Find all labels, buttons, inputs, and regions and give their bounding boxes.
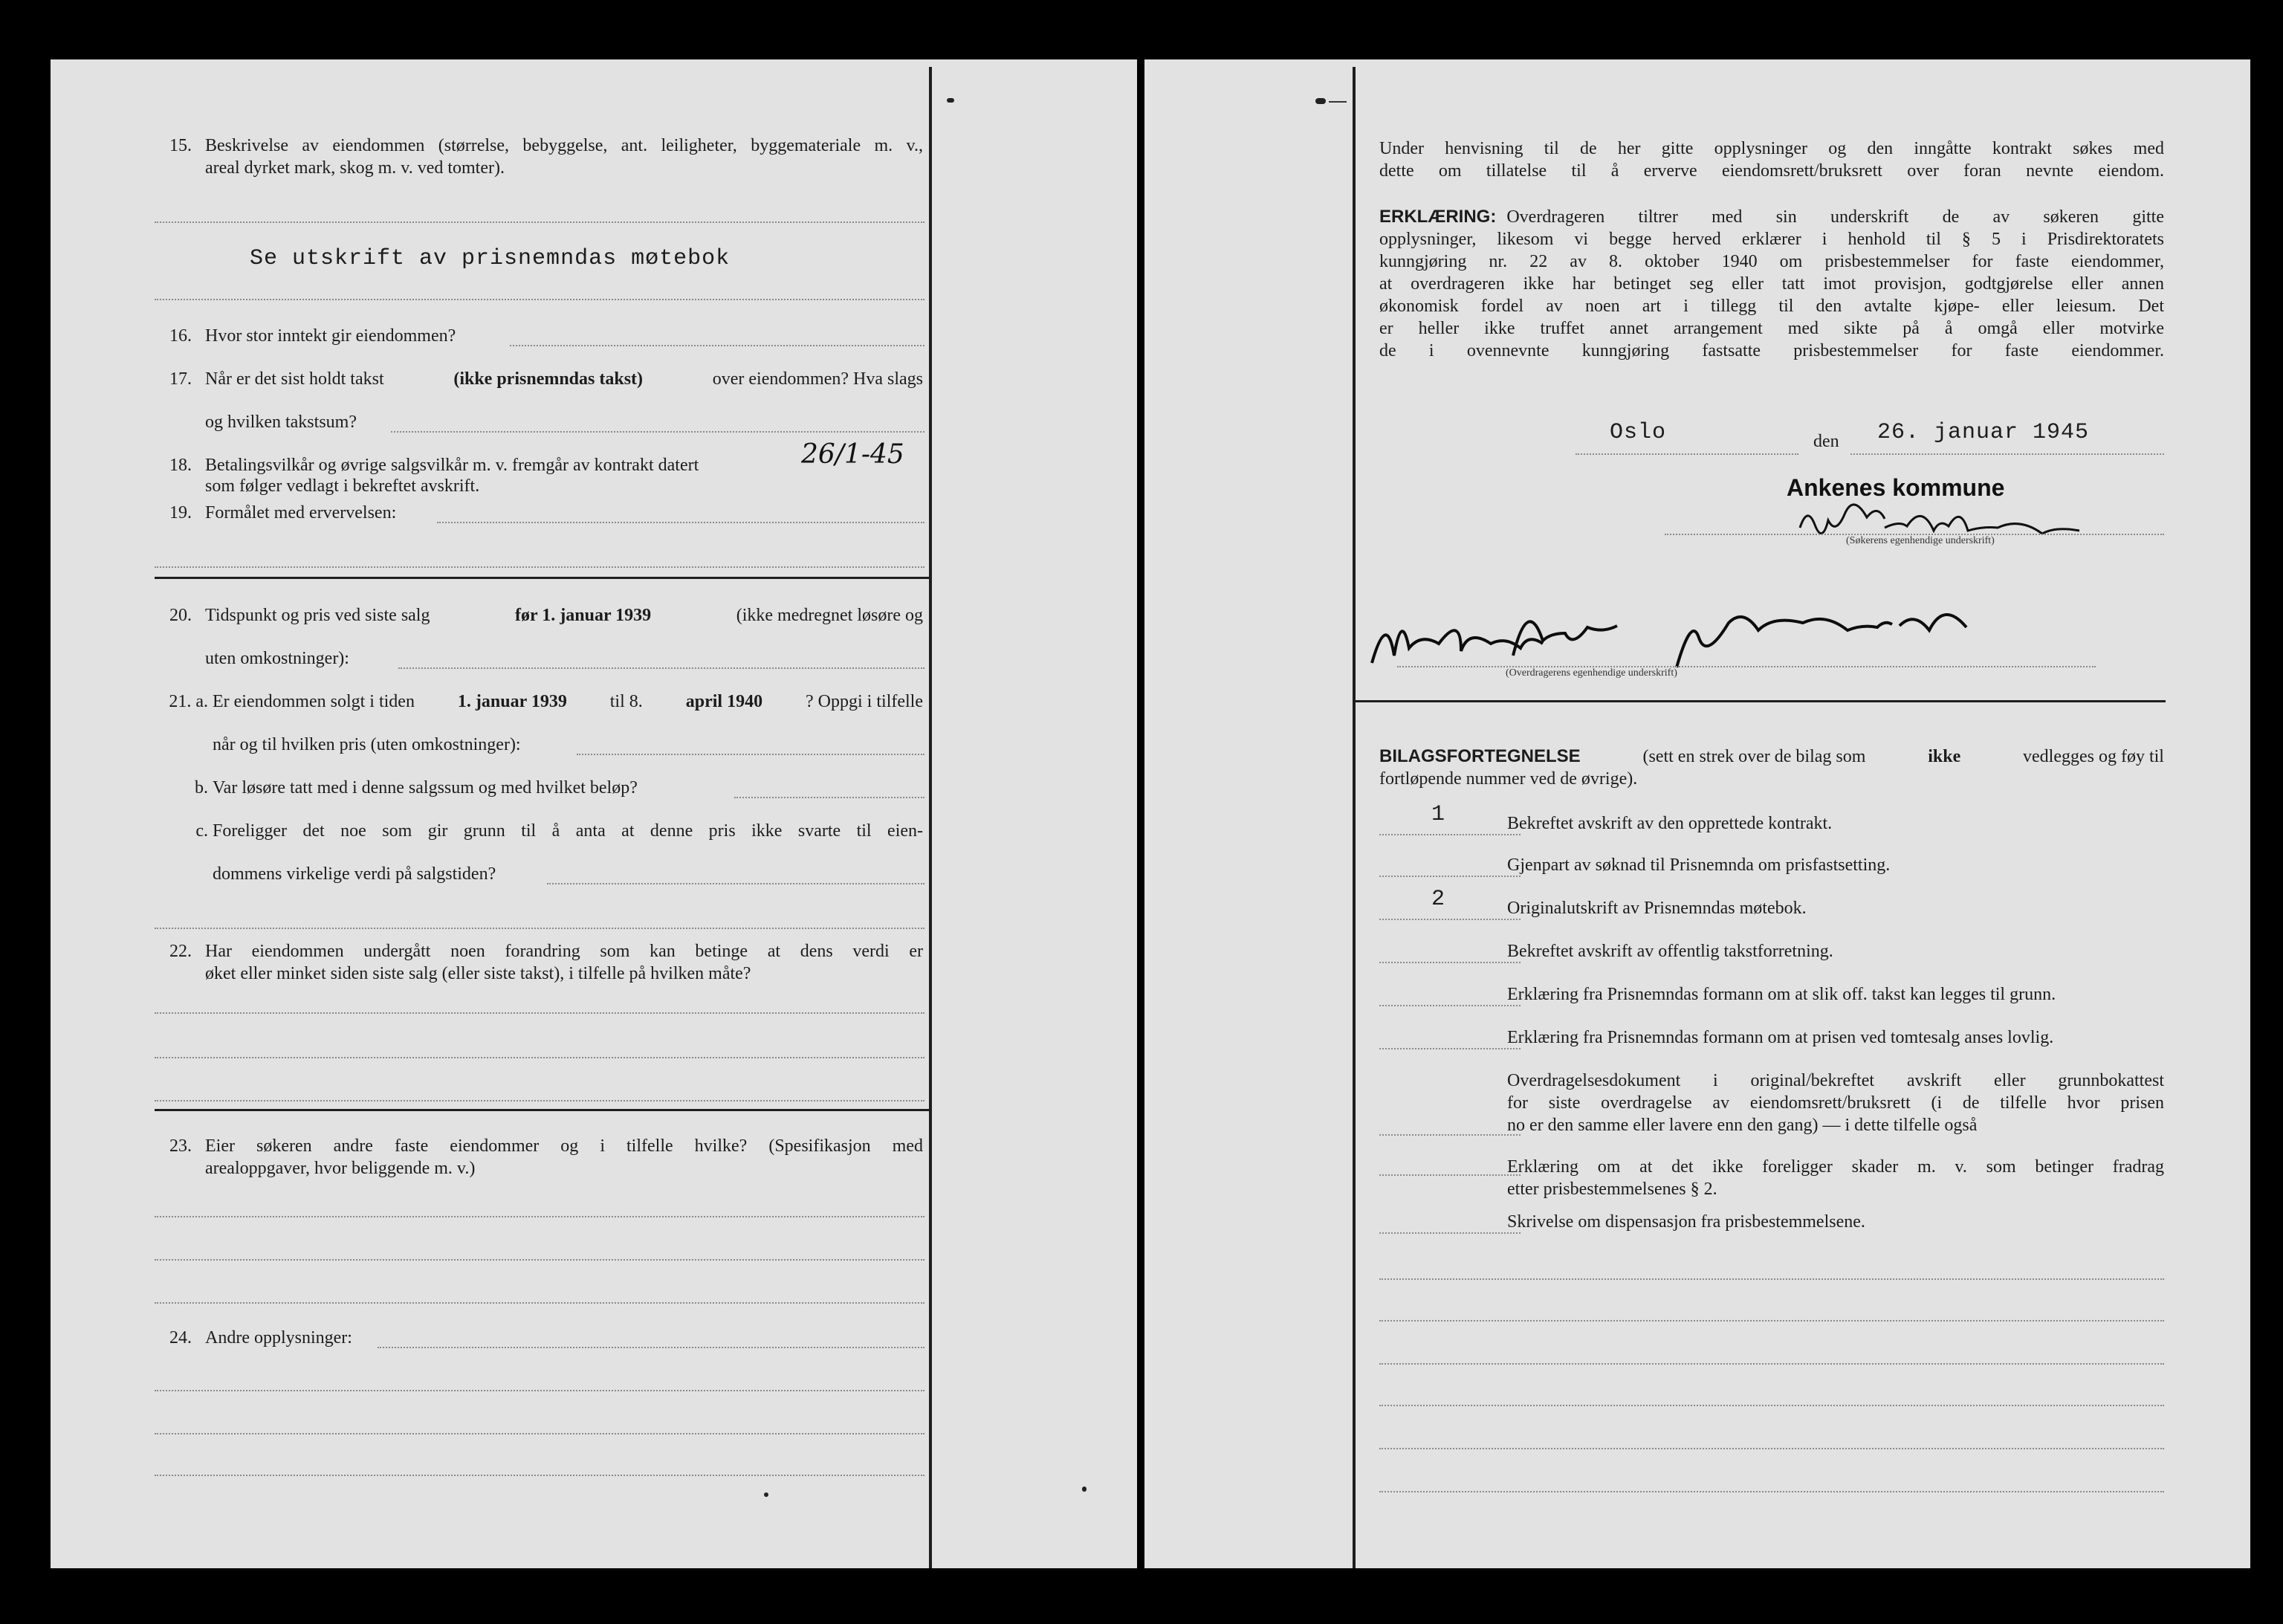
question-text: Formålet med ervervelsen:: [205, 503, 397, 523]
intro-text: dette om tillatelse til å erverve eiendomsrett/bruksrett over foran nevnte eiendom.: [1379, 161, 2164, 181]
blank-line: [1379, 1448, 2164, 1449]
attachments-header: [1379, 745, 2164, 769]
attachment-mark-line: [1379, 1134, 1521, 1136]
attachments-intro: fortløpende nummer ved de øvrige).: [1379, 769, 1638, 789]
question-text-part: ? Oppgi i tilfelle: [806, 692, 923, 711]
section-divider: [155, 577, 930, 579]
signature-caption: (Søkerens egenhendige underskrift): [1846, 535, 1995, 546]
attachment-mark-line: [1379, 1232, 1521, 1234]
attachments-title: BILAGSFORTEGNELSE: [1379, 746, 1581, 766]
attachments-intro-bold: ikke: [1928, 747, 1961, 766]
question-text: øket eller minket siden siste salg (eller siste takst), i tilfelle på hvilken måte?: [205, 964, 751, 983]
blank-line: [1379, 1278, 2164, 1280]
attachment-item: Erklæring fra Prisnemndas formann om at prisen ved tomtesalg anses lovlig.: [1507, 1028, 2054, 1047]
question-number: 22.: [169, 942, 192, 961]
attachment-mark-line: [1379, 1005, 1521, 1006]
declaration-line: [1379, 205, 2164, 229]
section-divider: [1356, 700, 2166, 702]
answer-line: [155, 1390, 924, 1391]
question-number: 19.: [169, 503, 192, 523]
question-text: areal dyrket mark, skog m. v. ved tomter).: [205, 158, 505, 178]
declaration-text: er heller ikke truffet annet arrangement med sikte på å omgå eller motvirke: [1379, 319, 2164, 338]
answer-line: [155, 1057, 924, 1058]
question-text-bold: (ikke prisnemndas takst): [453, 369, 644, 389]
question-text: [205, 604, 923, 627]
answer-line: [155, 1216, 924, 1217]
declaration-text: økonomisk fordel av noen art i tillegg til den avtalte kjøpe- eller leiesum. Det: [1379, 297, 2164, 316]
question-text-part: over eiendommen? Hva slags: [712, 369, 923, 389]
date-typed: 26. januar 1945: [1877, 420, 2090, 445]
question-text: Eier søkeren andre faste eiendommer og i tilfelle hvilke? (Spesifikasjon med: [205, 1136, 923, 1156]
attachment-item: Bekreftet avskrift av offentlig takstforretning.: [1507, 942, 1833, 961]
binding-mark: [947, 98, 954, 103]
question-text: [205, 367, 923, 391]
answer-line: [577, 754, 924, 755]
question-text: dommens virkelige verdi på salgstiden?: [213, 864, 496, 884]
attachment-item: etter prisbestemmelsenes § 2.: [1507, 1180, 1717, 1199]
blank-line: [1379, 1320, 2164, 1321]
answer-line: [155, 1475, 924, 1476]
attachment-mark-line: [1379, 1048, 1521, 1049]
right-page: [1144, 59, 2250, 1568]
question-text: Har eiendommen undergått noen forandring som kan betinge at dens verdi er: [205, 942, 923, 961]
answer-line: [391, 431, 924, 433]
question-text-part: (ikke medregnet løsøre og: [736, 606, 923, 625]
answer-line: [398, 667, 924, 669]
attachment-item: for siste overdragelse av eiendomsrett/bruksrett (i de tilfelle hvor prisen: [1507, 1093, 2164, 1113]
question-text: når og til hvilken pris (uten omkostninger):: [213, 735, 521, 754]
question-text-part: til 8.: [609, 692, 643, 711]
attachments-intro: vedlegges og føy til: [2023, 747, 2164, 766]
question-text: som følger vedlagt i bekreftet avskrift.: [205, 476, 480, 496]
blank-line: [1379, 1405, 2164, 1406]
attachment-mark-line: [1379, 834, 1521, 835]
attachment-mark-line: [1379, 919, 1521, 920]
attachment-item: Skrivelse om dispensasjon fra prisbestemmelsene.: [1507, 1212, 1865, 1232]
answer-line: [155, 1433, 924, 1434]
answer-line: [510, 345, 924, 346]
attachment-mark-line: [1379, 962, 1521, 963]
question-text: Hvor stor inntekt gir eiendommen?: [205, 326, 456, 346]
question-text: Beskrivelse av eiendommen (størrelse, bebyggelse, ant. leiligheter, byggemateriale m. v.,: [205, 136, 923, 155]
binding-mark: [764, 1492, 768, 1497]
binding-mark: [1082, 1486, 1087, 1492]
question-text: Betalingsvilkår og øvrige salgsvilkår m. v. fremgår av kontrakt datert: [205, 456, 699, 475]
answer-line: [155, 299, 924, 300]
attachment-item: Gjenpart av søknad til Prisnemnda om prisfastsetting.: [1507, 855, 1891, 875]
answer-line: [437, 522, 924, 523]
question-number: 18.: [169, 456, 192, 475]
question-text: Andre opplysninger:: [205, 1328, 352, 1348]
blank-line: [1379, 1491, 2164, 1492]
answer-line: [155, 928, 924, 929]
binding-mark: [1315, 98, 1326, 104]
question-text: [213, 690, 923, 714]
attachment-mark-line: [1379, 1174, 1521, 1176]
place-typed: Oslo: [1610, 420, 1667, 445]
question-text-part: Tidspunkt og pris ved siste salg: [205, 606, 430, 625]
attachment-mark-line: [1379, 876, 1521, 877]
declaration-text: opplysninger, likesom vi begge herved erklærer i henhold til § 5 i Prisdirektoratets: [1379, 230, 2164, 249]
answer-line: [155, 1259, 924, 1261]
answer-line: [155, 1100, 924, 1101]
question-text-part: Er eiendommen solgt i tiden: [213, 692, 415, 711]
declaration-text: at overdrageren ikke har betinget seg eller tatt imot provisjon, godtgjørelse eller annen: [1379, 274, 2164, 294]
signature-line: [1397, 666, 2096, 667]
left-page-margin-rule: [929, 67, 932, 1568]
answer-line: [155, 1012, 924, 1014]
attachment-item: Overdragelsesdokument i original/bekreftet avskrift eller grunnbokattest: [1507, 1071, 2164, 1090]
question-number: 16.: [169, 326, 192, 346]
answer-line: [734, 797, 924, 798]
intro-text: Under henvisning til de her gitte opplysninger og den inngåtte kontrakt søkes med: [1379, 139, 2164, 158]
attachments-intro: (sett en strek over de bilag som: [1642, 747, 1866, 766]
question-number: 15.: [169, 136, 192, 155]
question-number: 20.: [169, 606, 192, 625]
attachment-item: Erklæring fra Prisnemndas formann om at slik off. takst kan legges til grunn.: [1507, 985, 2056, 1004]
typed-answer: Se utskrift av prisnemndas møtebok: [250, 246, 731, 271]
question-number: 17.: [169, 369, 192, 389]
attachment-mark: 2: [1431, 887, 1446, 912]
answer-line: [155, 1302, 924, 1304]
question-number: 21. a.: [169, 692, 208, 711]
answer-line: [155, 566, 924, 568]
question-text-bold: før 1. januar 1939: [515, 606, 652, 625]
declaration-text: de i ovennevnte kunngjøring fastsatte prisbestemmelser for faste eiendommer.: [1379, 341, 2164, 360]
question-text: Foreligger det noe som gir grunn til å anta at denne pris ikke svarte til eien-: [213, 821, 923, 841]
declaration-label: ERKLÆRING:: [1379, 207, 1497, 227]
date-label: den: [1813, 432, 1839, 451]
attachment-item: Bekreftet avskrift av den opprettede kontrakt.: [1507, 814, 1833, 833]
declaration-text: Overdrageren tiltrer med sin underskrift de av søkeren gitte: [1506, 207, 2164, 227]
question-number: 23.: [169, 1136, 192, 1156]
binding-mark: [1329, 101, 1347, 103]
place-line: [1576, 453, 1798, 455]
question-text-part: Når er det sist holdt takst: [205, 369, 384, 389]
left-page: [51, 59, 1137, 1568]
question-text: og hvilken takstsum?: [205, 413, 357, 432]
answer-line: [155, 221, 924, 223]
question-number: b.: [195, 778, 208, 798]
answer-line: [547, 883, 924, 884]
question-text-bold: april 1940: [685, 692, 763, 711]
handwritten-date: 26/1-45: [801, 439, 904, 470]
question-number: 24.: [169, 1328, 192, 1348]
question-number: c.: [195, 821, 208, 841]
answer-line: [378, 1347, 924, 1348]
declaration-text: kunngjøring nr. 22 av 8. oktober 1940 om prisbestemmelser for faste eiendommer,: [1379, 252, 2164, 271]
attachment-item: Originalutskrift av Prisnemndas møtebok.: [1507, 899, 1807, 918]
attachment-item: Erklæring om at det ikke foreligger skader m. v. som betinger fradrag: [1507, 1157, 2164, 1177]
question-text: arealoppgaver, hvor beliggende m. v.): [205, 1159, 476, 1178]
question-text-bold: 1. januar 1939: [457, 692, 567, 711]
question-text: uten omkostninger):: [205, 649, 349, 668]
attachment-item: no er den samme eller lavere enn den gang) — i dette tilfelle også: [1507, 1116, 1978, 1135]
blank-line: [1379, 1363, 2164, 1365]
question-text: Var løsøre tatt med i denne salgssum og med hvilket beløp?: [213, 778, 638, 798]
section-divider: [155, 1109, 930, 1111]
right-page-margin-rule: [1353, 67, 1356, 1568]
municipality-stamp: Ankenes kommune: [1787, 474, 2005, 501]
signature-caption: (Overdragerens egenhendige underskrift): [1506, 667, 1677, 679]
date-line: [1850, 453, 2164, 455]
attachment-mark: 1: [1431, 802, 1446, 827]
